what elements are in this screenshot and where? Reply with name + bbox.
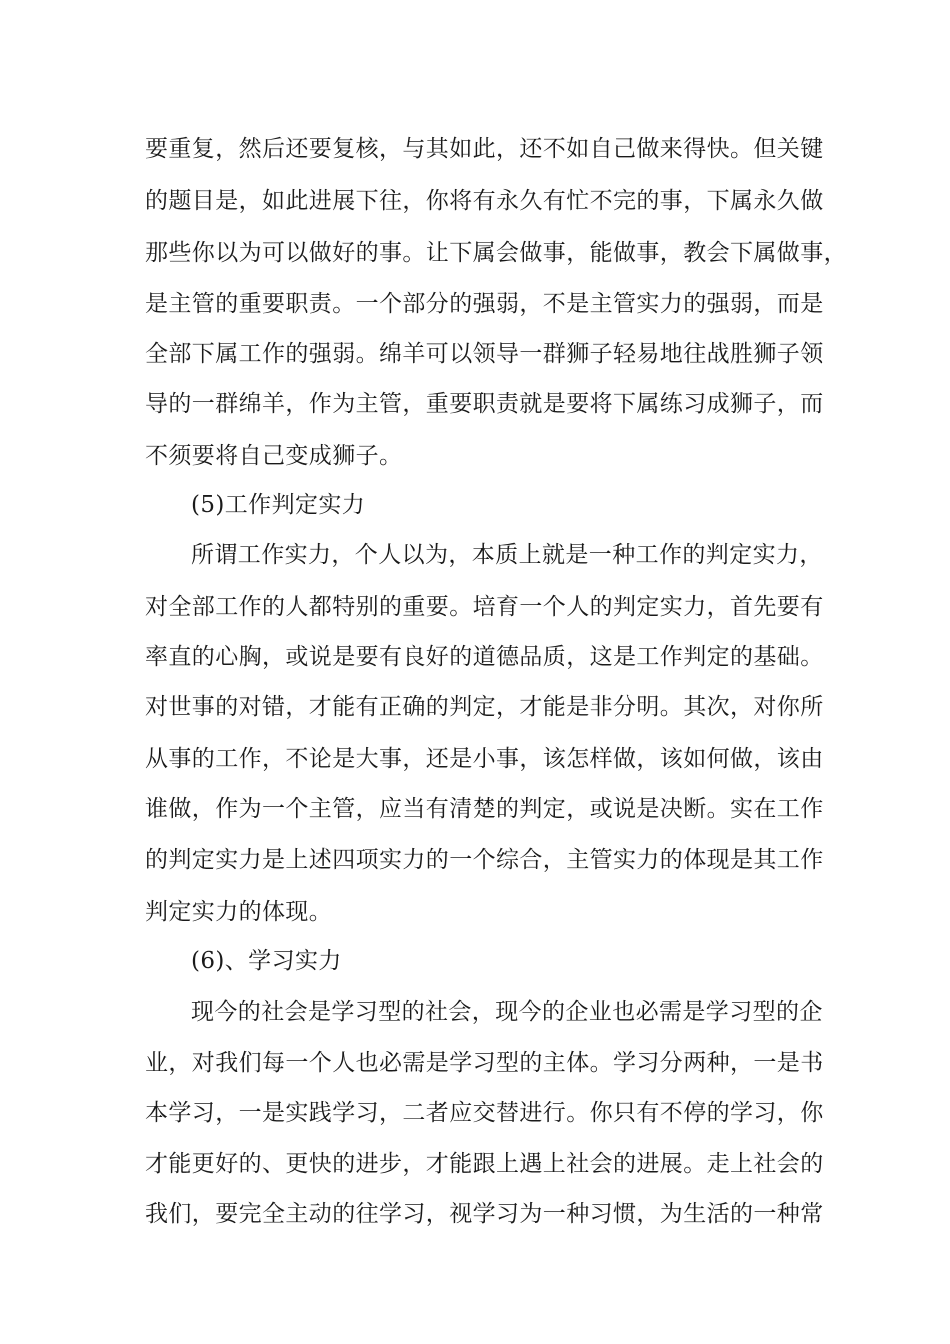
text-line: 率直的心胸，或说是要有良好的道德品质，这是工作判定的基础。 xyxy=(145,644,824,670)
text-line: 对全部工作的人都特别的重要。培育一个人的判定实力，首先要有 xyxy=(145,594,824,620)
text-line: 要重复，然后还要复核，与其如此，还不如自己做来得快。但关键 xyxy=(145,136,824,162)
text-line: 才能更好的、更快的进步，才能跟上遇上社会的进展。走上社会的 xyxy=(145,1151,824,1177)
text-line: 全部下属工作的强弱。绵羊可以领导一群狮子轻易地往战胜狮子领 xyxy=(145,341,824,367)
text-line: 现今的社会是学习型的社会，现今的企业也必需是学习型的企 xyxy=(191,999,823,1025)
text-line: 所谓工作实力，个人以为，本质上就是一种工作的判定实力， xyxy=(191,542,823,568)
text-line: 谁做，作为一个主管，应当有清楚的判定，或说是决断。实在工作 xyxy=(145,796,824,822)
text-line: 本学习，一是实践学习，二者应交替进行。你只有不停的学习，你 xyxy=(145,1100,824,1126)
text-line: 不须要将自己变成狮子。 xyxy=(145,443,403,469)
text-line: 业，对我们每一个人也必需是学习型的主体。学习分两种，一是书 xyxy=(145,1050,824,1076)
text-line: 的题目是，如此进展下往，你将有永久有忙不完的事，下属永久做 xyxy=(145,188,824,214)
text-line: 判定实力的体现。 xyxy=(145,899,333,925)
text-line: 是主管的重要职责。一个部分的强弱，不是主管实力的强弱，而是 xyxy=(145,291,824,317)
text-line: 从事的工作，不论是大事，还是小事，该怎样做，该如何做，该由 xyxy=(145,746,824,772)
section-heading-5: (5)工作判定实力 xyxy=(191,492,366,518)
text-line: 对世事的对错，才能有正确的判定，才能是非分明。其次，对你所 xyxy=(145,694,824,720)
text-line: 的判定实力是上述四项实力的一个综合，主管实力的体现是其工作 xyxy=(145,847,824,873)
text-line: 导的一群绵羊，作为主管，重要职责就是要将下属练习成狮子，而 xyxy=(145,391,824,417)
section-heading-6: (6)、学习实力 xyxy=(191,948,342,974)
text-line: 那些你以为可以做好的事。让下属会做事，能做事，教会下属做事， xyxy=(145,240,847,266)
text-line: 我们，要完全主动的往学习，视学习为一种习惯，为生活的一种常 xyxy=(145,1201,824,1227)
